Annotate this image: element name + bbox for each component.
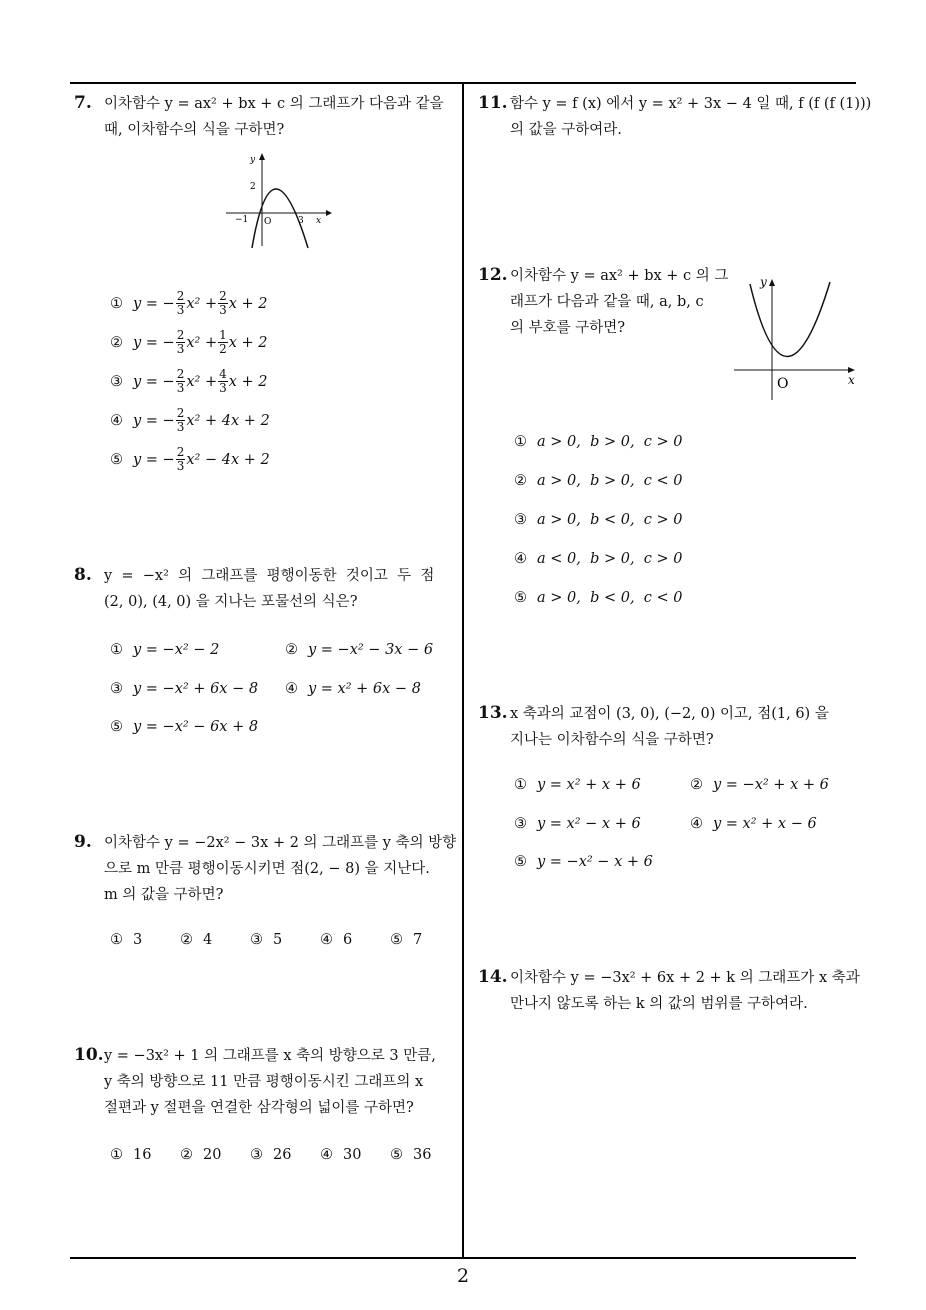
x-tick-label-positive: 3	[298, 216, 304, 226]
answer-option[interactable]: ① y = −x² − 2	[110, 642, 220, 658]
page-number: 2	[456, 1265, 470, 1287]
fraction: $\frac{2}{3}$	[176, 445, 185, 473]
fraction: $\frac{2}{3}$	[176, 328, 185, 356]
answer-option[interactable]: ② a > 0, b > 0, c < 0	[514, 473, 683, 489]
answer-option[interactable]: ② 20	[180, 1147, 222, 1163]
option-mark: ①	[110, 295, 123, 312]
answer-option[interactable]: ④ 30	[320, 1147, 362, 1163]
question-number: 14.	[478, 967, 508, 987]
option-mark: ②	[110, 334, 123, 351]
y-axis-arrow	[769, 279, 775, 286]
question-text-line: y 축의 방향으로 11 만큼 평행이동시킨 그래프의 x	[104, 1074, 424, 1090]
question-text-line: 래프가 다음과 같을 때, a, b, c	[510, 294, 704, 310]
answer-option[interactable]: ② 4	[180, 932, 213, 948]
question-number: 7.	[74, 93, 92, 113]
answer-option[interactable]: ② y = −x² + x + 6	[690, 777, 829, 793]
question-text-line: 절편과 y 절편을 연결한 삼각형의 넓이를 구하면?	[104, 1100, 414, 1116]
answer-option[interactable]: ③ a > 0, b < 0, c > 0	[514, 512, 683, 528]
answer-option[interactable]: ① y = x² + x + 6	[514, 777, 641, 793]
question-text-line: y = −3x² + 1 의 그래프를 x 축의 방향으로 3 만큼,	[104, 1048, 436, 1064]
fraction: $\frac{4}{3}$	[219, 367, 227, 395]
x-axis-label: x	[848, 373, 855, 387]
option-mark: ⑤	[110, 451, 123, 468]
answer-option[interactable]: ④ y = x² + 6x − 8	[285, 681, 421, 697]
question-text-line: 이차함수 y = ax² + bx + c 의 그	[510, 268, 729, 284]
answer-option[interactable]: ⑤ 7	[390, 932, 423, 948]
fraction: $\frac{2}{3}$	[219, 289, 227, 317]
answer-option[interactable]: ① y = − $\frac{2}{3}$ x² + $\frac{2}{3}$ x + 2	[110, 289, 268, 317]
question-number: 10.	[74, 1045, 104, 1065]
answer-option[interactable]: ⑤ y = − $\frac{2}{3}$ x² − 4x + 2	[110, 445, 270, 473]
answer-option[interactable]: ⑤ y = −x² − 6x + 8	[110, 719, 259, 735]
answer-option[interactable]: ③ y = −x² + 6x − 8	[110, 681, 259, 697]
answer-option[interactable]: ④ y = − $\frac{2}{3}$ x² + 4x + 2	[110, 406, 270, 434]
question-text-line: m 의 값을 구하면?	[104, 887, 224, 903]
answer-option[interactable]: ⑤ y = −x² − x + 6	[514, 854, 653, 870]
origin-label: O	[264, 217, 272, 227]
question-text-line: 이차함수 y = ax² + bx + c 의 그래프가 다음과 같을	[104, 96, 444, 112]
question-text-line: 함수 y = f (x) 에서 y = x² + 3x − 4 일 때, f (f (f (1)))	[510, 96, 872, 112]
question-text-line: 으로 m 만큼 평행이동시키면 점(2, − 8) 을 지난다.	[104, 861, 430, 877]
question-text-line: y = −x² 의 그래프를 평행이동한 것이고 두 점	[104, 568, 435, 584]
x-axis-arrow	[326, 210, 332, 216]
y-tick-label: 2	[250, 182, 256, 192]
answer-option[interactable]: ④ y = x² + x − 6	[690, 816, 817, 832]
answer-option[interactable]: ④ a < 0, b > 0, c > 0	[514, 551, 683, 567]
question-text-line: 이차함수 y = −3x² + 6x + 2 + k 의 그래프가 x 축과	[510, 970, 860, 986]
question-text-line: 지나는 이차함수의 식을 구하면?	[510, 732, 714, 748]
column-divider	[462, 82, 464, 1258]
answer-option[interactable]: ① a > 0, b > 0, c > 0	[514, 434, 683, 450]
question-number: 8.	[74, 565, 92, 585]
answer-option[interactable]: ⑤ a > 0, b < 0, c < 0	[514, 590, 683, 606]
fraction: $\frac{1}{2}$	[219, 328, 227, 356]
answer-option[interactable]: ② y = −x² − 3x − 6	[285, 642, 434, 658]
question-number: 13.	[478, 703, 508, 723]
answer-option[interactable]: ⑤ 36	[390, 1147, 432, 1163]
fraction: $\frac{2}{3}$	[176, 406, 185, 434]
y-axis-arrow	[259, 153, 265, 160]
x-tick-label-negative: −1	[235, 215, 249, 225]
question-text-line: x 축과의 교점이 (3, 0), (−2, 0) 이고, 점(1, 6) 을	[510, 706, 829, 722]
answer-option[interactable]: ③ y = − $\frac{2}{3}$ x² + $\frac{4}{3}$ x + 2	[110, 367, 268, 395]
answer-option[interactable]: ④ 6	[320, 932, 353, 948]
question-number: 9.	[74, 832, 92, 852]
question-text-line: (2, 0), (4, 0) 을 지나는 포물선의 식은?	[104, 594, 358, 610]
origin-label: O	[777, 376, 789, 392]
x-axis-label: x	[316, 216, 322, 226]
answer-option[interactable]: ③ 5	[250, 932, 283, 948]
y-axis-label: y	[250, 155, 256, 165]
question-text-line: 이차함수 y = −2x² − 3x + 2 의 그래프를 y 축의 방향	[104, 835, 457, 851]
fraction: $\frac{2}{3}$	[176, 367, 185, 395]
answer-option[interactable]: ① 16	[110, 1147, 152, 1163]
parabola-graph-q12	[730, 270, 860, 405]
option-mark: ④	[110, 412, 123, 429]
bottom-rule	[70, 1257, 856, 1259]
y-axis-label: y	[760, 275, 767, 289]
question-text-line: 때, 이차함수의 식을 구하면?	[104, 122, 285, 138]
question-text-line: 만나지 않도록 하는 k 의 값의 범위를 구하여라.	[510, 996, 808, 1012]
question-text-line: 의 값을 구하여라.	[510, 122, 622, 138]
answer-option[interactable]: ③ 26	[250, 1147, 292, 1163]
fraction: $\frac{2}{3}$	[176, 289, 185, 317]
parabola-graph-q7	[226, 150, 334, 250]
question-number: 11.	[478, 93, 508, 113]
answer-option[interactable]: ② y = − $\frac{2}{3}$ x² + $\frac{1}{2}$ x + 2	[110, 328, 268, 356]
answer-option[interactable]: ③ y = x² − x + 6	[514, 816, 641, 832]
option-mark: ③	[110, 373, 123, 390]
parabola-curve	[750, 282, 830, 357]
question-text-line: 의 부호를 구하면?	[510, 320, 626, 336]
question-number: 12.	[478, 265, 508, 285]
answer-option[interactable]: ① 3	[110, 932, 143, 948]
